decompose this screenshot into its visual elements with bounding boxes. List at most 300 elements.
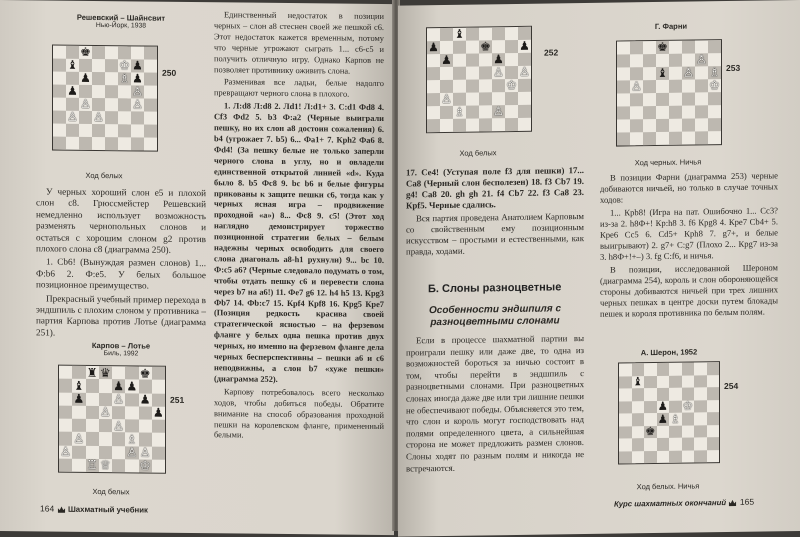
diagram-250-number: 250 bbox=[162, 67, 177, 78]
board-square bbox=[59, 366, 72, 379]
board-square bbox=[112, 393, 125, 406]
board-square bbox=[619, 388, 632, 401]
board-square bbox=[619, 401, 632, 414]
board-square bbox=[453, 28, 466, 41]
board-square bbox=[632, 401, 645, 414]
board-square bbox=[152, 367, 165, 380]
board-square bbox=[86, 432, 99, 445]
board-square bbox=[632, 451, 645, 464]
chess-piece: ♙ bbox=[132, 96, 143, 112]
board-square bbox=[669, 106, 682, 119]
board-square bbox=[682, 412, 695, 425]
board-square bbox=[479, 66, 492, 79]
board-square bbox=[466, 118, 479, 131]
board-square bbox=[466, 40, 479, 53]
crown-icon bbox=[57, 505, 66, 513]
chess-piece: ♙ bbox=[441, 91, 452, 106]
right-column-2-text bbox=[600, 170, 778, 321]
chess-piece: ♙ bbox=[67, 109, 78, 124]
paragraph: Карпову потребовалось всего несколько ходов, чтобы добиться победы. Обратите внимание на способ образования проходной пешки на королевском фланге, примененный белыми. bbox=[214, 387, 384, 440]
chess-piece: ♟ bbox=[126, 379, 138, 394]
board-square bbox=[79, 111, 92, 124]
paragraph: У черных хороший слон е5 и плохой слон с8. Грюссмейстер Решевский немедленно использует возможность разменять чернопольных слонов и остаться с хорошим слоном g2 против плохого слона с8 (диаграмма 250). bbox=[36, 186, 206, 255]
board-square bbox=[86, 379, 99, 392]
chess-piece: ♙ bbox=[113, 418, 125, 433]
board-square bbox=[86, 406, 99, 419]
book-title: Курс шахматных окончаний bbox=[614, 498, 727, 509]
diagram-253-title: Г. Фарни bbox=[654, 21, 688, 32]
diagram-251-header bbox=[36, 340, 206, 359]
board-square bbox=[630, 41, 643, 54]
board-square bbox=[59, 392, 72, 405]
board-square bbox=[125, 380, 138, 393]
chess-piece: ♚ bbox=[139, 365, 151, 381]
board-square bbox=[118, 137, 131, 150]
board-square bbox=[619, 363, 632, 376]
board-square bbox=[79, 137, 92, 150]
left-column-1 bbox=[36, 12, 206, 31]
board-square bbox=[695, 118, 708, 131]
diagram-251-title: Карпов – Лотье bbox=[91, 340, 151, 351]
chess-piece: ♙ bbox=[696, 51, 707, 66]
board-square bbox=[669, 54, 682, 67]
board-square bbox=[427, 106, 440, 119]
chess-piece: ♟ bbox=[519, 38, 530, 53]
diagram-253-board bbox=[616, 39, 722, 146]
right-column-1-text bbox=[406, 165, 584, 259]
board-square bbox=[453, 54, 466, 67]
board-square bbox=[617, 67, 630, 80]
board-square bbox=[152, 393, 165, 406]
chess-piece: ♙ bbox=[139, 445, 151, 460]
left-column-1-text bbox=[36, 186, 206, 342]
right-footer bbox=[614, 497, 754, 509]
board-square bbox=[53, 85, 66, 98]
board-square bbox=[694, 362, 707, 375]
board-square bbox=[694, 412, 707, 425]
board-square bbox=[617, 119, 630, 132]
board-square bbox=[131, 111, 144, 124]
board-square bbox=[707, 400, 720, 413]
board-square bbox=[112, 432, 125, 445]
board-square bbox=[72, 406, 85, 419]
paragraph: Разменивая все ладьи, белые надолго превращают черного слона в плохого. bbox=[214, 77, 384, 100]
board-square bbox=[708, 79, 721, 92]
chess-piece: ♚ bbox=[480, 38, 491, 53]
board-square bbox=[59, 458, 72, 471]
chess-piece: ♙ bbox=[519, 64, 530, 79]
chess-piece: ♙ bbox=[80, 96, 91, 111]
board-square bbox=[619, 413, 632, 426]
board-square bbox=[125, 406, 138, 419]
board-square bbox=[427, 67, 440, 80]
board-square bbox=[453, 106, 466, 119]
board-square bbox=[630, 80, 643, 93]
diagram-252-caption: Ход белых bbox=[459, 148, 497, 158]
chess-piece: ♟ bbox=[657, 398, 668, 413]
board-square bbox=[630, 119, 643, 132]
board-square bbox=[643, 80, 656, 93]
chess-piece: ♗ bbox=[670, 411, 681, 426]
board-square bbox=[144, 86, 157, 99]
board-square bbox=[694, 375, 707, 388]
board-square bbox=[466, 92, 479, 105]
chess-piece: ♟ bbox=[657, 411, 668, 426]
diagram-252-number: 252 bbox=[544, 47, 559, 58]
board-square bbox=[492, 79, 505, 92]
board-square bbox=[152, 446, 165, 459]
board-square bbox=[708, 105, 721, 118]
board-square bbox=[427, 41, 440, 54]
board-square bbox=[617, 41, 630, 54]
chess-piece: ♟ bbox=[152, 405, 164, 420]
board-square bbox=[644, 438, 657, 451]
board-square bbox=[657, 438, 670, 451]
board-square bbox=[427, 54, 440, 67]
board-square bbox=[152, 459, 165, 472]
board-square bbox=[79, 72, 92, 85]
chess-piece: ♟ bbox=[67, 83, 78, 98]
board-square bbox=[139, 393, 152, 406]
board-square bbox=[86, 366, 99, 379]
board-square bbox=[518, 66, 531, 79]
board-square bbox=[105, 59, 118, 72]
board-square bbox=[72, 366, 85, 379]
chess-piece: ♙ bbox=[99, 405, 111, 420]
board-square bbox=[695, 53, 708, 66]
board-square bbox=[682, 66, 695, 79]
board-square bbox=[619, 376, 632, 389]
page-number: 165 bbox=[739, 496, 755, 507]
board-square bbox=[619, 426, 632, 439]
board-square bbox=[99, 432, 112, 445]
board-square bbox=[86, 459, 99, 472]
board-square bbox=[617, 106, 630, 119]
board-square bbox=[479, 79, 492, 92]
board-square bbox=[682, 79, 695, 92]
board-square bbox=[152, 406, 165, 419]
board-square bbox=[695, 131, 708, 144]
board-square bbox=[453, 41, 466, 54]
board-square bbox=[708, 92, 721, 105]
board-square bbox=[152, 433, 165, 446]
chess-piece: ♗ bbox=[126, 432, 138, 447]
board-square bbox=[53, 124, 66, 137]
board-square bbox=[518, 92, 531, 105]
board-square bbox=[125, 419, 138, 432]
board-square bbox=[657, 450, 670, 463]
chess-piece: ♔ bbox=[139, 458, 151, 473]
board-square bbox=[479, 92, 492, 105]
board-square bbox=[125, 433, 138, 446]
board-square bbox=[656, 93, 669, 106]
chess-piece: ♟ bbox=[441, 52, 452, 67]
paragraph: Если в процессе шахматной партии вы проиграли пешку или даже две, то одна из возможностей бороться за ничью состоит в том, чтобы перейти в эндшпиль с разноцветными слонами. При разноцветных слонах иногда даже две или три лишние пешки не обеспечивают победы. Объясняется это тем, что слон и король могут господствовать над полями определенного цвета, а сильнейшая сторона не может предложить размен слонов. Слоны ходят по разным полям и никогда не встречаются. bbox=[406, 333, 584, 474]
paragraph: Вся партия проведена Анатолием Карповым со свойственным ему позиционным искусством – простыми и естественными, как правда, ходами. bbox=[406, 211, 584, 257]
board-square bbox=[66, 85, 79, 98]
board-square bbox=[72, 392, 85, 405]
diagram-251-caption: Ход белых bbox=[92, 486, 130, 497]
subsection-title: Особенности эндшпиля с разноцветными слонами bbox=[428, 303, 562, 329]
board-square bbox=[466, 79, 479, 92]
board-square bbox=[656, 106, 669, 119]
board-square bbox=[644, 426, 657, 439]
board-square bbox=[112, 446, 125, 459]
board-square bbox=[144, 47, 157, 60]
board-square bbox=[656, 80, 669, 93]
board-square bbox=[440, 119, 453, 132]
chess-piece: ♟ bbox=[493, 51, 504, 66]
board-square bbox=[72, 432, 85, 445]
board-square bbox=[643, 54, 656, 67]
board-square bbox=[682, 362, 695, 375]
diagram-254-board bbox=[618, 361, 720, 464]
section-title: Б. Слоны разноцветные bbox=[428, 281, 562, 296]
board-square bbox=[92, 72, 105, 85]
chess-piece: ♖ bbox=[86, 458, 98, 473]
board-square bbox=[518, 79, 531, 92]
board-square bbox=[617, 54, 630, 67]
board-square bbox=[79, 46, 92, 59]
diagram-250-subtitle: Нью-Йорк, 1938 bbox=[95, 22, 147, 30]
board-square bbox=[79, 124, 92, 137]
board-square bbox=[694, 450, 707, 463]
board-square bbox=[152, 420, 165, 433]
board-square bbox=[707, 450, 720, 463]
board-square bbox=[656, 41, 669, 54]
board-square bbox=[453, 119, 466, 132]
board-square bbox=[657, 375, 670, 388]
board-square bbox=[644, 376, 657, 389]
left-column-2 bbox=[214, 10, 384, 445]
board-square bbox=[79, 98, 92, 111]
board-square bbox=[669, 413, 682, 426]
board-square bbox=[708, 40, 721, 53]
board-square bbox=[643, 67, 656, 80]
chess-piece: ♔ bbox=[119, 57, 130, 72]
board-square bbox=[630, 132, 643, 145]
paragraph: Единственный недостаток в позиции черных – слон а8 стеснен своей же пешкой с6. Этот недостаток кажется временным, потому что черные угрожают сыграть 1... с6-с5 и получить отличную игру. Однако Карпов не позволяет противнику оживить слона. bbox=[214, 10, 384, 76]
board-square bbox=[617, 132, 630, 145]
board-square bbox=[632, 388, 645, 401]
diagram-254-caption: Ход белых. Ничья bbox=[636, 481, 700, 492]
board-square bbox=[53, 59, 66, 72]
board-square bbox=[656, 119, 669, 132]
board-square bbox=[139, 459, 152, 472]
chess-piece: ♙ bbox=[493, 103, 504, 118]
board-square bbox=[505, 40, 518, 53]
board-square bbox=[59, 419, 72, 432]
chess-piece: ♙ bbox=[631, 78, 642, 93]
board-square bbox=[53, 111, 66, 124]
chess-piece: ♙ bbox=[113, 392, 125, 407]
paragraph: В позиции, исследованной Шероном (диаграмма 254), король и слон обороняющейся стороны добиваются ничьей при трех лишних черных пешках в центре доски путем блокады пешек и короля противника по белым полям. bbox=[600, 262, 778, 319]
chess-piece: ♚ bbox=[657, 39, 668, 54]
board-square bbox=[669, 450, 682, 463]
board-square bbox=[466, 105, 479, 118]
board-square bbox=[643, 119, 656, 132]
diagram-250-board bbox=[52, 45, 158, 152]
chess-piece: ♔ bbox=[709, 77, 720, 92]
paragraph: 1. Л:d8 Л:d8 2. Лd1! Л:d1+ 3. С:d1 Фd8 4. Сf3 Фd2 5. b3 Ф:а2 (Черные выиграли пешку, но их слон а8 достоин сожаления) 6. b4 (угрожает 7. b5) 6... Фа1+ 7. Кph2 Фа6 8. Фd4! (За пешку белые не только заперли черного слона в углу, но и овладели единственной открытой линией «d». Куда было 8. b5 Фс8 9. bc b6 и белые фигуры прикованы к защите пешки с6, тогда как у черных ясная игра – продвижение проходной «а») 8... Фс8 9. с5! (Этот ход наглядно демонстрирует торжество позиционной стратегии белых – белым надежны черных освободить для своего слона диагональ а8-h1 рухнули) 9... bc 10. Ф:с5 а6? (Черные следовало подумать о том, чтобы отдать пешку с6 и перевести слона через b7 на а6!) 11. Фе7 g6 12. h4 h5 13. Кpg3 Фb7 14. Фb:с7 15. Кpf4 Кpf8 16. Кpg5 Кpe7 (Позиция редкость красива своей стратегической ясностью – на ферзевом фланге у белых одна пешка против двух черных, но именно на ферзевом фланге дела черных бесперспективны – пешки а6 и с6 неподвижны, а слон b7 «хуже пешки» (диаграмма 252). bbox=[214, 101, 384, 384]
board-square bbox=[53, 98, 66, 111]
chess-piece: ♟ bbox=[80, 70, 91, 85]
board-square bbox=[440, 93, 453, 106]
board-square bbox=[632, 413, 645, 426]
board-square bbox=[682, 450, 695, 463]
board-square bbox=[99, 393, 112, 406]
board-square bbox=[144, 112, 157, 125]
board-square bbox=[669, 119, 682, 132]
board-square bbox=[707, 425, 720, 438]
board-square bbox=[644, 363, 657, 376]
board-square bbox=[518, 118, 531, 131]
board-square bbox=[682, 105, 695, 118]
board-square bbox=[492, 66, 505, 79]
paragraph: В позиции Фарни (диаграмма 253) черные добиваются ничьей, но только в случае точных ходов: bbox=[600, 170, 778, 205]
board-square bbox=[72, 445, 85, 458]
chess-piece: ♝ bbox=[632, 374, 643, 389]
chess-piece: ♔ bbox=[682, 398, 693, 413]
board-square bbox=[427, 80, 440, 93]
board-square bbox=[105, 98, 118, 111]
page-number: 164 bbox=[40, 503, 55, 514]
board-square bbox=[92, 111, 105, 124]
board-square bbox=[643, 106, 656, 119]
board-square bbox=[695, 66, 708, 79]
board-square bbox=[669, 67, 682, 80]
board-square bbox=[656, 132, 669, 145]
crown-icon bbox=[728, 499, 737, 507]
board-square bbox=[695, 79, 708, 92]
chess-piece: ♗ bbox=[709, 64, 720, 79]
board-square bbox=[619, 451, 632, 464]
board-square bbox=[99, 406, 112, 419]
board-square bbox=[105, 137, 118, 150]
board-square bbox=[112, 406, 125, 419]
board-square bbox=[92, 124, 105, 137]
board-square bbox=[630, 54, 643, 67]
diagram-252-board bbox=[426, 26, 532, 133]
board-square bbox=[707, 437, 720, 450]
board-square bbox=[630, 106, 643, 119]
board-square bbox=[505, 92, 518, 105]
chess-piece: ♝ bbox=[454, 26, 465, 41]
board-square bbox=[708, 131, 721, 144]
paragraph: Прекрасный учебный пример перехода в эндшпиль с плохим слоном у противника – партия Карпова против Лотье (диаграмма 251). bbox=[36, 293, 206, 338]
board-square bbox=[440, 54, 453, 67]
board-square bbox=[669, 363, 682, 376]
board-square bbox=[139, 366, 152, 379]
board-square bbox=[118, 98, 131, 111]
board-square bbox=[92, 137, 105, 150]
board-square bbox=[479, 40, 492, 53]
board-square bbox=[59, 445, 72, 458]
board-square bbox=[694, 425, 707, 438]
diagram-253-caption: Ход черных. Ничья bbox=[634, 157, 702, 168]
chess-piece: ♙ bbox=[132, 83, 143, 99]
board-square bbox=[112, 379, 125, 392]
chess-piece: ♚ bbox=[645, 424, 656, 439]
board-square bbox=[125, 393, 138, 406]
chess-piece: ♟ bbox=[73, 391, 85, 406]
board-square bbox=[466, 66, 479, 79]
board-square bbox=[632, 438, 645, 451]
chess-piece: ♜ bbox=[86, 365, 98, 380]
board-square bbox=[682, 92, 695, 105]
board-square bbox=[66, 137, 79, 150]
board-square bbox=[131, 98, 144, 111]
chess-piece: ♚ bbox=[80, 44, 91, 59]
board-square bbox=[707, 412, 720, 425]
board-square bbox=[619, 438, 632, 451]
chess-piece: ♟ bbox=[113, 378, 125, 394]
board-square bbox=[53, 137, 66, 150]
board-square bbox=[479, 118, 492, 131]
board-square bbox=[453, 67, 466, 80]
diagram-251-subtitle: Биль, 1992 bbox=[103, 350, 139, 358]
board-square bbox=[125, 459, 138, 472]
board-square bbox=[707, 362, 720, 375]
board-square bbox=[125, 446, 138, 459]
board-square bbox=[644, 401, 657, 414]
board-square bbox=[656, 67, 669, 80]
board-square bbox=[131, 137, 144, 150]
board-square bbox=[118, 111, 131, 124]
board-square bbox=[99, 366, 112, 379]
board-square bbox=[86, 445, 99, 458]
board-square bbox=[112, 459, 125, 472]
board-square bbox=[518, 40, 531, 53]
board-square bbox=[92, 46, 105, 59]
chess-piece: ♙ bbox=[60, 444, 72, 459]
board-square bbox=[682, 437, 695, 450]
board-square bbox=[669, 41, 682, 54]
left-footer bbox=[40, 503, 148, 514]
board-square bbox=[105, 72, 118, 85]
board-square bbox=[669, 375, 682, 388]
board-square bbox=[118, 124, 131, 137]
diagram-254-number: 254 bbox=[724, 380, 739, 392]
chess-piece: ♔ bbox=[506, 77, 517, 92]
board-square bbox=[669, 132, 682, 145]
board-square bbox=[92, 85, 105, 98]
board-square bbox=[682, 131, 695, 144]
board-square bbox=[427, 93, 440, 106]
chess-piece: ♝ bbox=[657, 65, 668, 80]
board-square bbox=[59, 432, 72, 445]
board-square bbox=[632, 376, 645, 389]
right-column-1-text-2 bbox=[406, 333, 584, 477]
board-square bbox=[505, 79, 518, 92]
paragraph: 1... Кpb8! (Игра на пат. Ошибочно 1... Сс3? из-за 2. h8Ф+! Кp:h8 3. f6 Кpg8 4. Кре7 Сb4+ 5. Кре6 Сс5 6. Сd5+ Кph8 7. g7+, и белые выигрывают) 2. g7+ С:g7 (Плохо 2... Кpg7 из-за 3. h8Ф+!+–) 3. fg С:f6, и ничья. bbox=[600, 205, 778, 262]
board-square bbox=[144, 73, 157, 86]
diagram-250-caption: Ход белых bbox=[85, 170, 123, 181]
board-square bbox=[518, 105, 531, 118]
board-square bbox=[643, 93, 656, 106]
board-square bbox=[466, 27, 479, 40]
board-square bbox=[643, 132, 656, 145]
board-square bbox=[440, 106, 453, 119]
board-square bbox=[466, 53, 479, 66]
diagram-250-title: Решевский – Шайнсвит bbox=[76, 12, 166, 23]
chess-piece: ♟ bbox=[132, 57, 143, 73]
board-square bbox=[708, 118, 721, 131]
board-square bbox=[112, 419, 125, 432]
board-square bbox=[479, 53, 492, 66]
chess-piece: ♟ bbox=[139, 392, 151, 407]
board-square bbox=[682, 400, 695, 413]
